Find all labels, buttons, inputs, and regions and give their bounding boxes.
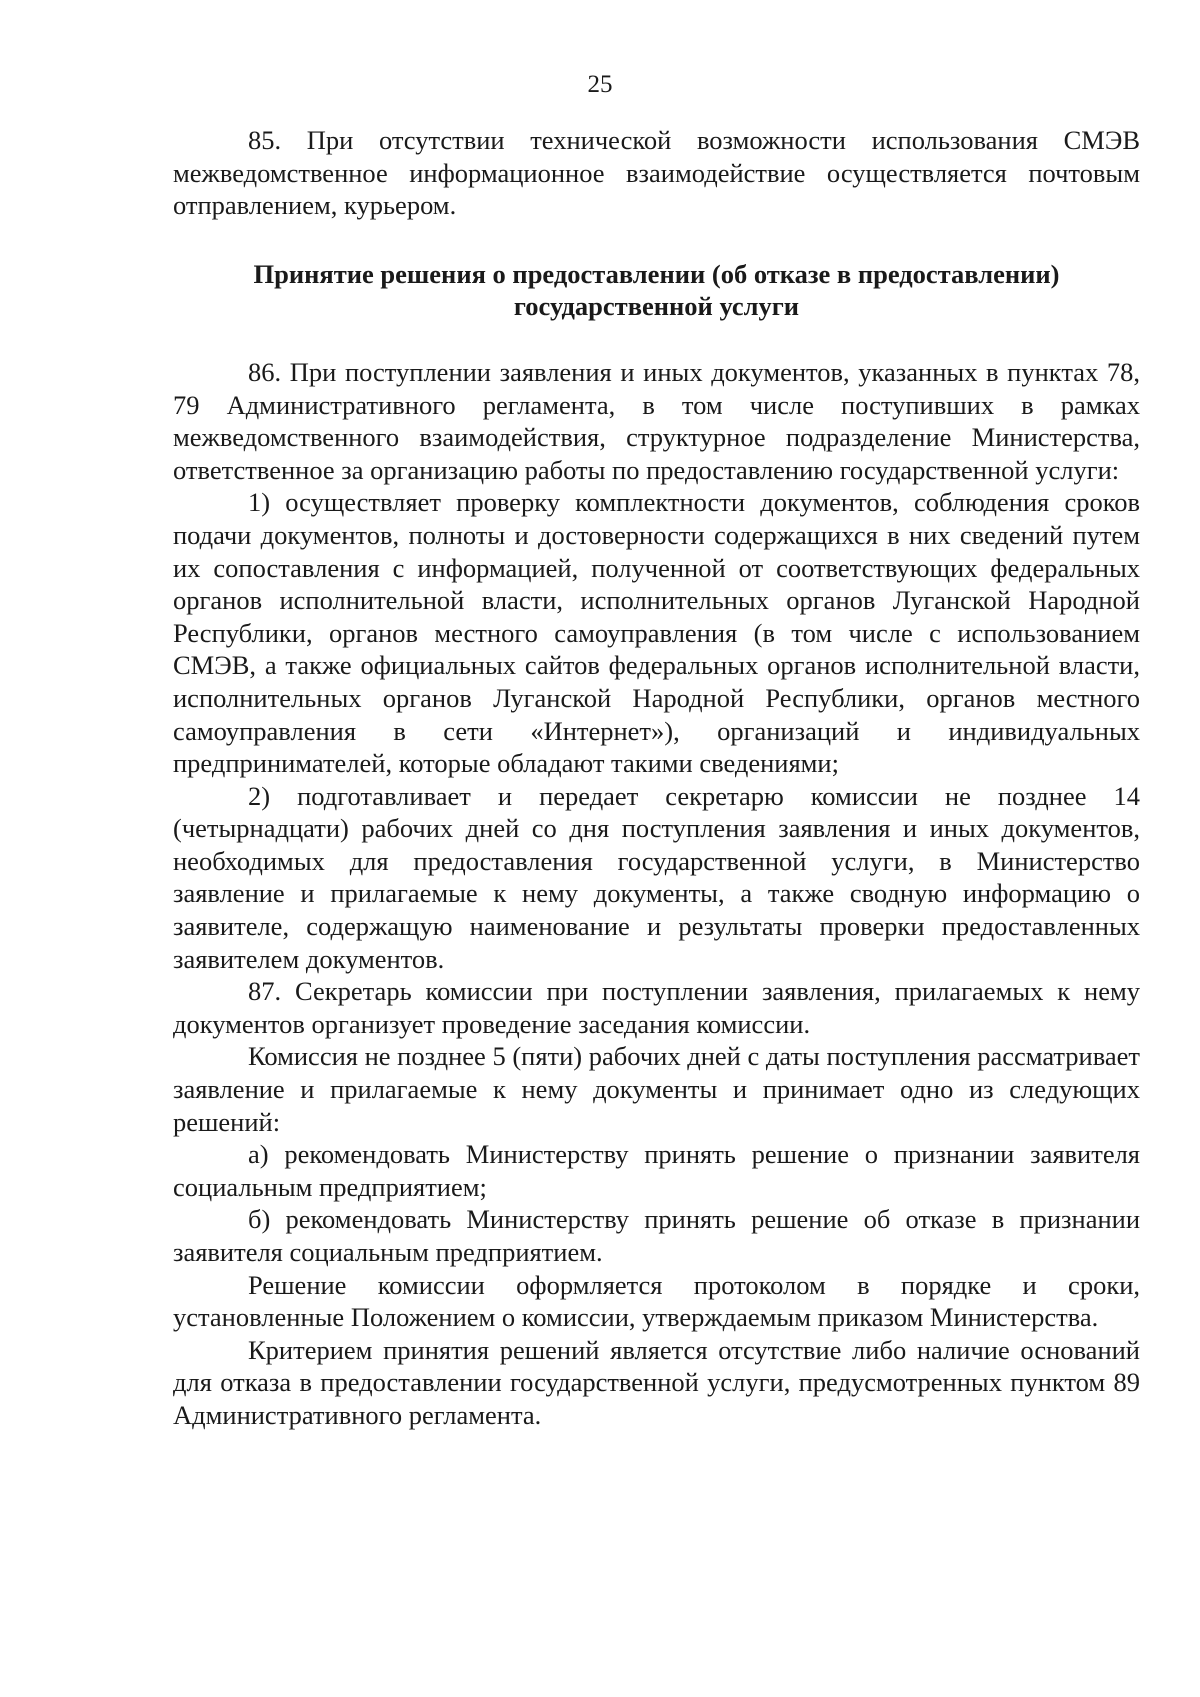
section-heading-line-2: государственной услуги [513, 291, 800, 322]
paragraph-86-item-2: 2) подготавливает и передает секретарю комиссии не позднее 14 (четырнадцати) рабочих дней со дня поступления заявления и иных документов, необходимых для предоставления государственной услуги, в Министерство заявление и прилагаемые к нему документы, а также сводную информацию о заявителе, содержащую наименование и результаты проверки предоставленных заявителем документов. [173, 780, 1140, 974]
paragraph-85: 85. При отсутствии технической возможности использования СМЭВ межведомственное информационное взаимодействие осуществляется почтовым отправлением, курьером. [173, 125, 1140, 221]
section-heading-line-1: Принятие решения о предоставлении (об отказе в предоставлении) [253, 258, 1060, 289]
paragraph-option-a: а) рекомендовать Министерству принять решение о признании заявителя социальным предприятием; [173, 1139, 1140, 1202]
document-body [173, 124, 1140, 1432]
paragraph-criterion: Критерием принятия решений является отсутствие либо наличие оснований для отказа в предоставлении государственной услуги, предусмотренных пунктом 89 Административного регламента. [173, 1334, 1140, 1430]
paragraph-protocol: Решение комиссии оформляется протоколом в порядке и сроки, установленные Положением о комиссии, утверждаемым приказом Министерства. [173, 1269, 1140, 1333]
paragraph-option-b: б) рекомендовать Министерству принять решение об отказе в признании заявителя социальным предприятием. [173, 1204, 1140, 1267]
paragraph-86: 86. При поступлении заявления и иных документов, указанных в пунктах 78, 79 Административного регламента, в том числе поступивших в рамках межведомственного взаимодействия, структурное подразделение Министерства, ответственное за организацию работы по предоставлению государственной услуги: [173, 356, 1140, 485]
paragraph-86-item-1: 1) осуществляет проверку комплектности документов, соблюдения сроков подачи документов, полноты и достоверности содержащихся в них сведений путем их сопоставления с информацией, полученной от соответствующих федеральных органов исполнительной власти, исполнительных органов Луганской Народной Республики, органов местного самоуправления (в том числе с использованием СМЭВ, а также официальных сайтов федеральных органов исполнительной власти, исполнительных органов Луганской Народной Республики, органов местного самоуправления в сети «Интернет»), организаций и индивидуальных предпринимателей, которые обладают такими сведениями; [173, 487, 1140, 779]
paragraph-87: 87. Секретарь комиссии при поступлении заявления, прилагаемых к нему документов организует проведение заседания комиссии. [173, 976, 1140, 1039]
page-number: 25 [587, 71, 613, 98]
paragraph-commission-decisions: Комиссия не позднее 5 (пяти) рабочих дней с даты поступления рассматривает заявление и прилагаемые к нему документы и принимает одно из следующих решений: [173, 1041, 1140, 1137]
section-heading [173, 258, 1140, 323]
